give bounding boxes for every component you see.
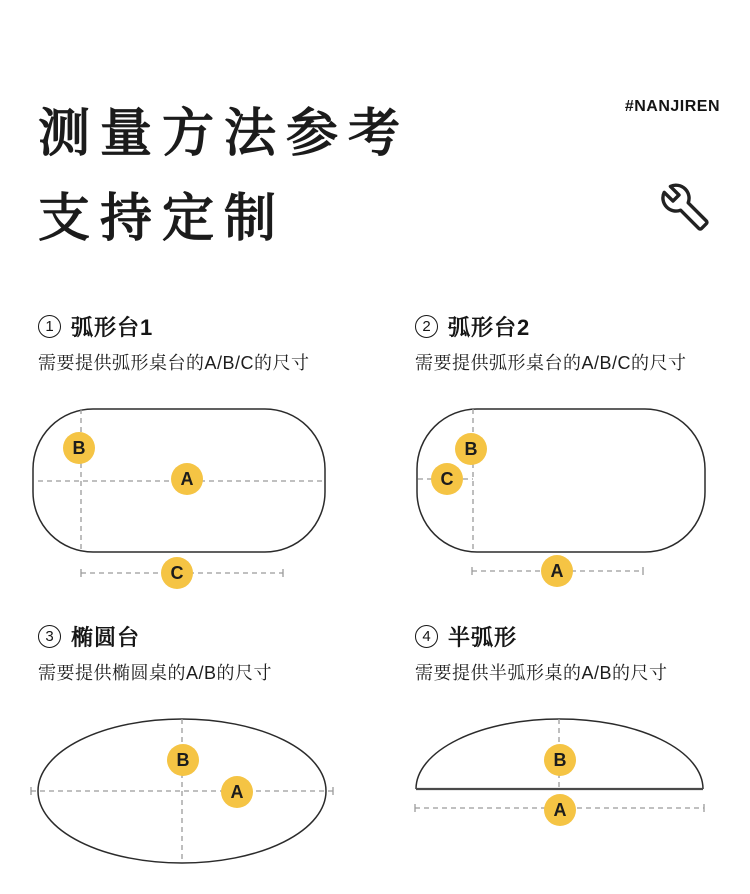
- marker-b: [544, 744, 576, 776]
- svg-text:A: A: [180, 469, 194, 489]
- marker-a: [221, 776, 253, 808]
- page-title-line-2: 支持定制: [38, 190, 287, 248]
- svg-text:A: A: [550, 561, 564, 581]
- diagram-half-arc: [405, 700, 715, 830]
- section-1-number-badge: 1: [38, 315, 61, 338]
- section-4-title: 半弧形: [448, 624, 518, 650]
- marker-a: [544, 794, 576, 826]
- marker-b: [167, 744, 199, 776]
- section-2-title: 弧形台2: [448, 314, 531, 340]
- section-3-number-badge: 3: [38, 625, 61, 648]
- section-2-number-badge: 2: [415, 315, 438, 338]
- section-1-header: [38, 312, 368, 340]
- section-half-arc: [415, 622, 745, 685]
- section-4-subtitle: 需要提供半弧形桌的A/B的尺寸: [415, 663, 668, 683]
- svg-text:C: C: [440, 469, 454, 489]
- marker-b: [455, 433, 487, 465]
- page-title-line-1: 测量方法参考: [38, 105, 411, 163]
- diagram-oval-table: [25, 700, 340, 890]
- section-3-title: 椭圆台: [71, 624, 141, 650]
- diagram-arc-table-1: [30, 395, 340, 595]
- section-3-header: [38, 622, 368, 650]
- section-4-header: [415, 622, 745, 650]
- section-1-title: 弧形台1: [71, 314, 154, 340]
- marker-a: [541, 555, 573, 587]
- wrench-icon: [661, 183, 709, 231]
- section-arc-table-1: [38, 312, 368, 375]
- marker-a: [171, 463, 203, 495]
- section-2-header: [415, 312, 745, 340]
- svg-text:B: B: [72, 438, 86, 458]
- svg-text:A: A: [230, 782, 244, 802]
- section-1-subtitle: 需要提供弧形桌台的A/B/C的尺寸: [38, 353, 310, 373]
- svg-text:A: A: [553, 800, 567, 820]
- svg-text:C: C: [170, 563, 184, 583]
- section-arc-table-2: [415, 312, 745, 375]
- svg-text:B: B: [464, 439, 478, 459]
- diagram-arc-table-2: [405, 395, 715, 595]
- page-title: [38, 92, 410, 262]
- svg-text:B: B: [176, 750, 190, 770]
- marker-b: [63, 432, 95, 464]
- section-oval-table: [38, 622, 368, 685]
- section-2-subtitle: 需要提供弧形桌台的A/B/C的尺寸: [415, 353, 687, 373]
- marker-c: [431, 463, 463, 495]
- svg-text:B: B: [553, 750, 567, 770]
- section-4-number-badge: 4: [415, 625, 438, 648]
- brand-hashtag: #NANJIREN: [624, 98, 720, 115]
- marker-c: [161, 557, 193, 589]
- section-3-subtitle: 需要提供椭圆桌的A/B的尺寸: [38, 663, 273, 683]
